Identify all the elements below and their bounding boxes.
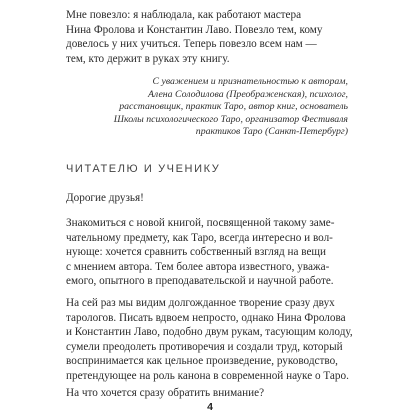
paragraph-line: нующе: хочется сравнить собственный взгляд на вещи (66, 246, 327, 259)
paragraph-line: воспринимается как цельное произведение, руководство, (66, 355, 338, 368)
paragraph-1 (66, 216, 348, 289)
paragraph-line: и Константин Лаво, подобно двум рукам, тасующим колоду, (66, 326, 353, 339)
signature-line: Алена Солодилова (Преображенская), психолог, (147, 88, 348, 100)
page-number: 4 (207, 401, 213, 413)
question-line (66, 386, 348, 401)
paragraph-line: сумели преодолеть противоречия и создали труд, который (66, 340, 343, 353)
paragraph-line: Знакомиться с новой книгой, посвященной такому заме- (66, 217, 335, 229)
paragraph-2 (66, 296, 353, 384)
paragraph-line: чательному предмету, как Таро, всегда интересно и вол- (66, 231, 333, 244)
signature-line: С уважением и признательностью к авторам, (152, 76, 348, 87)
signature-block (48, 76, 348, 139)
intro-line: Нина Фролова и Константин Лаво. Повезло тем, кому (66, 23, 323, 36)
greeting-line: Дорогие друзья! (66, 192, 144, 204)
paragraph-line: тарологов. Писать вдвоем непросто, однако Нина Фролова (66, 311, 346, 324)
intro-line: тем, кто держит в руках эту книгу. (66, 52, 230, 65)
intro-paragraph (66, 8, 348, 66)
intro-line: довелось у них учиться. Теперь повезло всем нам — (66, 38, 317, 51)
paragraph-line: емого, опытного в преподавательской и научной работе. (66, 275, 334, 288)
question-text: На что хочется сразу обратить внимание? (66, 387, 265, 399)
signature-line: Школы психологического Таро, организатор Фестиваля (113, 113, 348, 125)
paragraph-line: претендующее на роль канона в современной науке о Таро. (66, 369, 349, 382)
greeting (66, 191, 348, 206)
signature-line: практиков Таро (Санкт-Петербург) (195, 126, 348, 138)
signature-line: расстановщик, практик Таро, автор книг, основатель (119, 101, 348, 113)
paragraph-line: с мнением автора. Тем более автора известного, уважа- (66, 260, 330, 273)
paragraph-line: На сей раз мы видим долгожданное творение сразу двух (66, 297, 335, 309)
section-heading: ЧИТАТЕЛЮ И УЧЕНИКУ (66, 163, 221, 175)
intro-line: Мне повезло: я наблюдала, как работают мастера (66, 9, 302, 21)
